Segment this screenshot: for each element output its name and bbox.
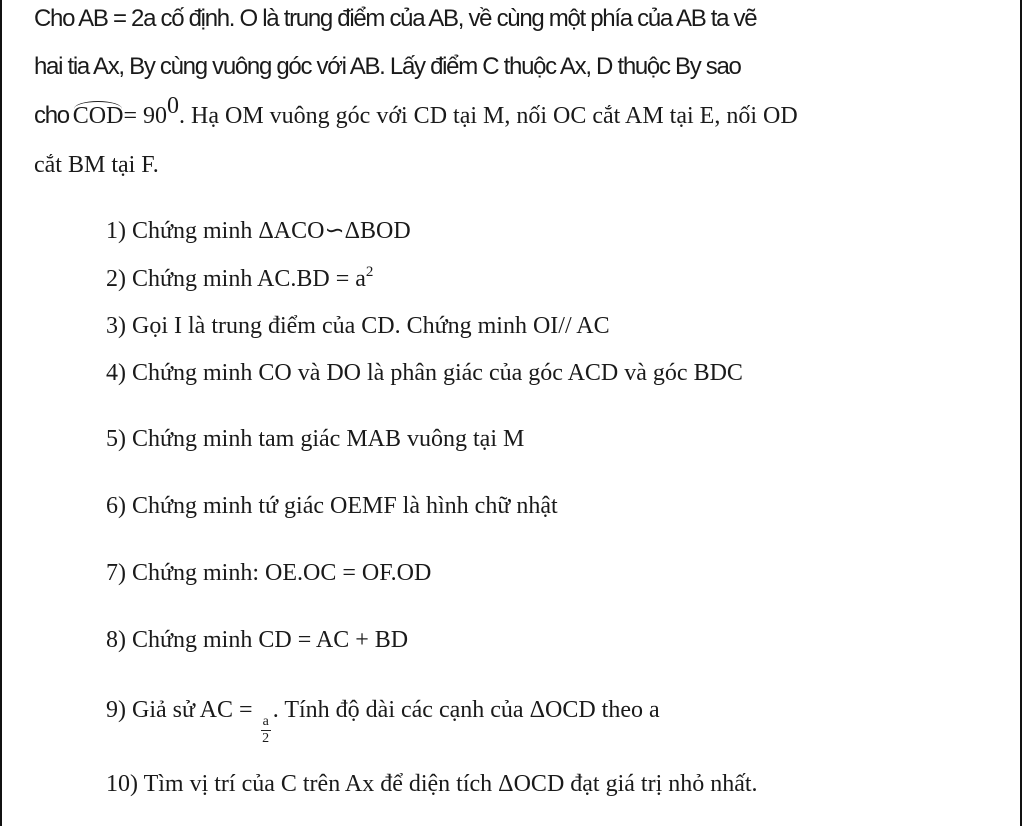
intro-line-4: cắt BM tại F. [34, 152, 159, 178]
intro-line-3-rest: . Hạ OM vuông góc với CD tại M, nối OC cắt AM tại E, nối OD [179, 103, 798, 129]
degree-sup: 0 [167, 93, 180, 119]
list-item-4 [106, 361, 743, 385]
list-item-7 [106, 561, 431, 585]
item-number: 4) [106, 360, 126, 386]
fraction-numerator: a [262, 714, 269, 729]
item-text: Tìm vị trí của C trên Ax để diện tích ΔOCD đạt giá trị nhỏ nhất. [143, 771, 758, 797]
intro-line-1: Cho AB = 2a cố định. O là trung điểm của AB, về cùng một phía của AB ta vẽ [34, 5, 757, 32]
item-text: Chứng minh: OE.OC = OF.OD [132, 560, 432, 586]
item-text-before: Giả sử AC = [132, 697, 253, 723]
intro-cho: cho [34, 102, 69, 129]
list-item-6 [106, 494, 558, 518]
item-number: 2) [106, 266, 126, 292]
list-item-9 [106, 698, 660, 746]
item-number: 8) [106, 627, 126, 653]
list-item-8 [106, 628, 408, 652]
item-text-after: . Tính độ dài các cạnh của ΔOCD theo a [272, 697, 660, 723]
item-text: Chứng minh tam giác MAB vuông tại M [132, 426, 525, 452]
item-number: 1) [106, 218, 126, 244]
item-text: Chứng minh AC.BD = a [132, 266, 366, 292]
angle-equals: = 90 [123, 103, 168, 129]
angle-cod: COD [72, 103, 124, 129]
intro-line-3 [34, 93, 798, 129]
item-number: 9) [106, 697, 126, 723]
list-item-3 [106, 314, 610, 338]
item-text: Gọi I là trung điểm của CD. Chứng minh OI// AC [132, 313, 610, 339]
list-item-1 [106, 219, 411, 243]
intro-line-2: hai tia Ax, By cùng vuông góc với AB. Lấy điểm C thuộc Ax, D thuộc By sao [34, 53, 741, 80]
item-text: Chứng minh tứ giác OEMF là hình chữ nhật [132, 493, 558, 519]
item-number: 10) [106, 771, 138, 797]
list-item-5 [106, 427, 524, 451]
fraction [261, 715, 271, 746]
item-sup: 2 [365, 264, 374, 280]
item-text: Chứng minh CO và DO là phân giác của góc ACD và góc BDC [132, 360, 743, 386]
fraction-denominator: 2 [262, 731, 270, 746]
item-number: 3) [106, 313, 126, 339]
list-item-2 [106, 264, 374, 292]
item-text: Chứng minh CD = AC + BD [132, 627, 409, 653]
item-number: 6) [106, 493, 126, 519]
item-text: Chứng minh ΔACO∽ΔBOD [132, 218, 411, 244]
list-item-10 [106, 772, 758, 796]
item-number: 7) [106, 560, 126, 586]
item-number: 5) [106, 426, 126, 452]
